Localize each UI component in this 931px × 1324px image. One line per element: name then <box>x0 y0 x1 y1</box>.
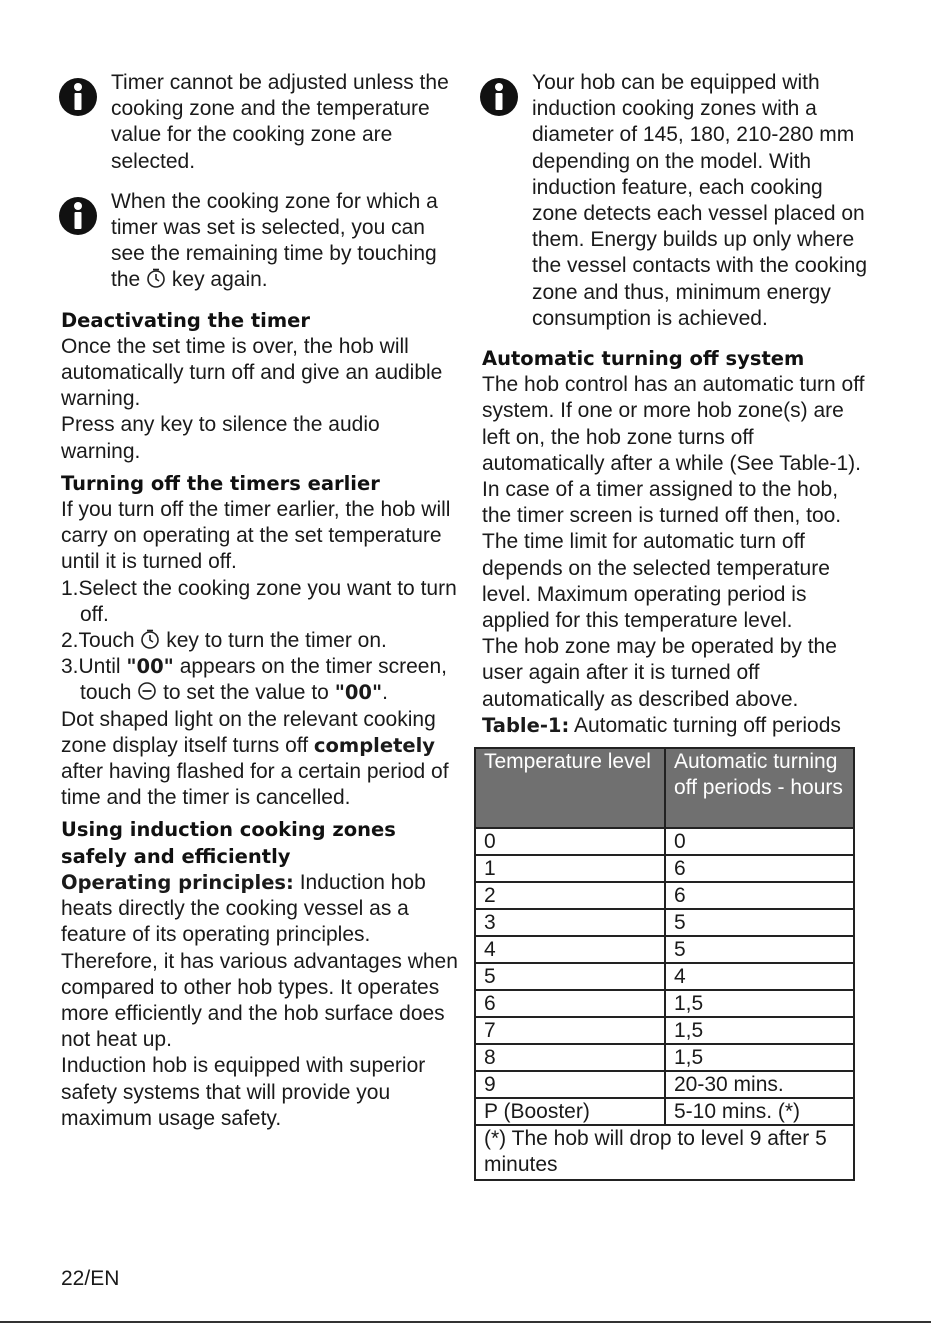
period-cell: 6 <box>665 882 854 909</box>
dot-c: after having flashed for a certain period of time and the timer is cancelled. <box>61 760 449 810</box>
step-3-value: "00" <box>126 655 174 679</box>
left-column <box>61 70 461 1132</box>
timer-icon <box>146 268 166 288</box>
table-row <box>475 936 854 963</box>
note-text-b: key again. <box>171 268 268 292</box>
silence-paragraph: Press any key to silence the audio warning. <box>61 413 380 463</box>
table-row <box>475 1098 854 1125</box>
induction-heading: Using induction cooking zones safely and efficiently <box>61 818 396 868</box>
level-cell: P (Booster) <box>475 1098 665 1125</box>
level-cell: 2 <box>475 882 665 909</box>
table-row <box>475 855 854 882</box>
turning-off-earlier-heading: Turning off the timers earlier <box>61 471 380 495</box>
table-footnote: (*) The hob will drop to level 9 after 5 minutes <box>475 1125 854 1180</box>
info-icon <box>478 76 520 118</box>
level-cell: 5 <box>475 963 665 990</box>
period-cell: 0 <box>665 828 854 855</box>
dot-light-paragraph <box>61 707 461 812</box>
table-header-row <box>475 748 854 828</box>
step-3-c: appears on the timer screen, touch <box>80 655 447 705</box>
table-row <box>475 1071 854 1098</box>
header-auto-off-periods: Automatic turning off periods - hours <box>665 748 854 828</box>
table-footnote-row <box>475 1125 854 1180</box>
table-row <box>475 990 854 1017</box>
turning-off-earlier-paragraph: If you turn off the timer earlier, the hob will carry on operating at the set temperature until it is turned off. <box>61 498 451 574</box>
level-cell: 9 <box>475 1071 665 1098</box>
info-icon <box>57 195 99 237</box>
step-3-d: to set the value to <box>163 681 329 705</box>
level-cell: 4 <box>475 936 665 963</box>
table-row <box>475 1044 854 1071</box>
auto-off-table <box>474 747 855 1181</box>
timer-icon <box>140 629 160 649</box>
operating-principles-label: Operating principles: <box>61 870 294 894</box>
step-2-a: 2.Touch <box>61 629 135 653</box>
automatic-off-paragraph: The hob control has an automatic turn off system. If one or more hob zone(s) are left on, the hob zone turns off automatically after a while (See Table-1). In case of a timer assigned to the hob, the timer screen is turned off then, too. The time limit for automatic turn off depends on the selected temperature level. Maximum operating period is applied for this temperature level. <box>482 373 865 633</box>
dot-b: completely <box>313 733 436 757</box>
step-3 <box>61 654 461 706</box>
period-cell: 1,5 <box>665 1017 854 1044</box>
period-cell: 6 <box>665 855 854 882</box>
level-cell: 7 <box>475 1017 665 1044</box>
info-note-induction <box>482 70 872 332</box>
automatic-off-heading: Automatic turning off system <box>482 347 805 371</box>
step-3-a: 3.Until <box>61 655 121 679</box>
dot-a: Dot shaped light on the relevant cooking zone display itself turns off <box>61 707 436 757</box>
note-text <box>111 189 461 294</box>
step-1: 1.Select the cooking zone you want to turn off. <box>61 576 457 626</box>
minus-circle-icon <box>137 681 157 701</box>
table-row <box>475 909 854 936</box>
level-cell: 0 <box>475 828 665 855</box>
table-caption-text: Automatic turning off periods <box>573 713 841 737</box>
operating-principles-paragraph <box>61 870 461 1053</box>
note-text: Your hob can be equipped with induction cooking zones with a diameter of 145, 180, 210-280 mm depending on the model. With induction feature, each cooking zone detects each vessel placed on them. Energy builds up only where the vessel contacts with the cooking zone and thus, minimum energy consumption is achieved. <box>532 71 868 330</box>
level-cell: 1 <box>475 855 665 882</box>
table-caption <box>482 713 872 739</box>
info-note-remaining-time <box>61 189 461 294</box>
period-cell: 1,5 <box>665 1044 854 1071</box>
safety-paragraph: Induction hob is equipped with superior safety systems that will provide you maximum usage safety. <box>61 1054 426 1130</box>
period-cell: 1,5 <box>665 990 854 1017</box>
level-cell: 8 <box>475 1044 665 1071</box>
note-text: Timer cannot be adjusted unless the cooking zone and the temperature value for the cooking zone are selected. <box>111 71 449 173</box>
level-cell: 3 <box>475 909 665 936</box>
table-row <box>475 882 854 909</box>
table-row <box>475 963 854 990</box>
note-text-a: When the cooking zone for which a timer was set is selected, you can see the remaining time by touching the <box>111 189 438 292</box>
step-2 <box>61 628 461 654</box>
step-2-b: key to turn the timer on. <box>166 629 387 653</box>
right-column <box>482 70 872 1181</box>
table-row <box>475 1017 854 1044</box>
reoperate-paragraph: The hob zone may be operated by the user again after it is turned off automatically as described above. <box>482 635 837 711</box>
deactivating-heading: Deactivating the timer <box>61 308 311 332</box>
period-cell: 5-10 mins. (*) <box>665 1098 854 1125</box>
table-row <box>475 828 854 855</box>
header-temperature-level: Temperature level <box>475 748 665 828</box>
deactivating-paragraph: Once the set time is over, the hob will automatically turn off and give an audible warning. <box>61 334 443 411</box>
period-cell: 5 <box>665 936 854 963</box>
step-3-period: . <box>382 681 388 705</box>
info-note-timer-adjust <box>61 70 461 175</box>
period-cell: 20-30 mins. <box>665 1071 854 1098</box>
info-icon <box>57 76 99 118</box>
period-cell: 4 <box>665 963 854 990</box>
operating-principles-text: Induction hob heats directly the cooking vessel as a feature of its operating principles. Therefore, it has various advantages when compared to other hob types. It operates more efficiently and the hob surface does not heat up. <box>61 870 458 1052</box>
level-cell: 6 <box>475 990 665 1017</box>
table-label: Table-1: <box>482 713 570 737</box>
step-3-value-2: "00" <box>334 681 383 705</box>
page-number: 22/EN <box>61 1267 120 1290</box>
period-cell: 5 <box>665 909 854 936</box>
bottom-rule <box>0 1321 931 1323</box>
